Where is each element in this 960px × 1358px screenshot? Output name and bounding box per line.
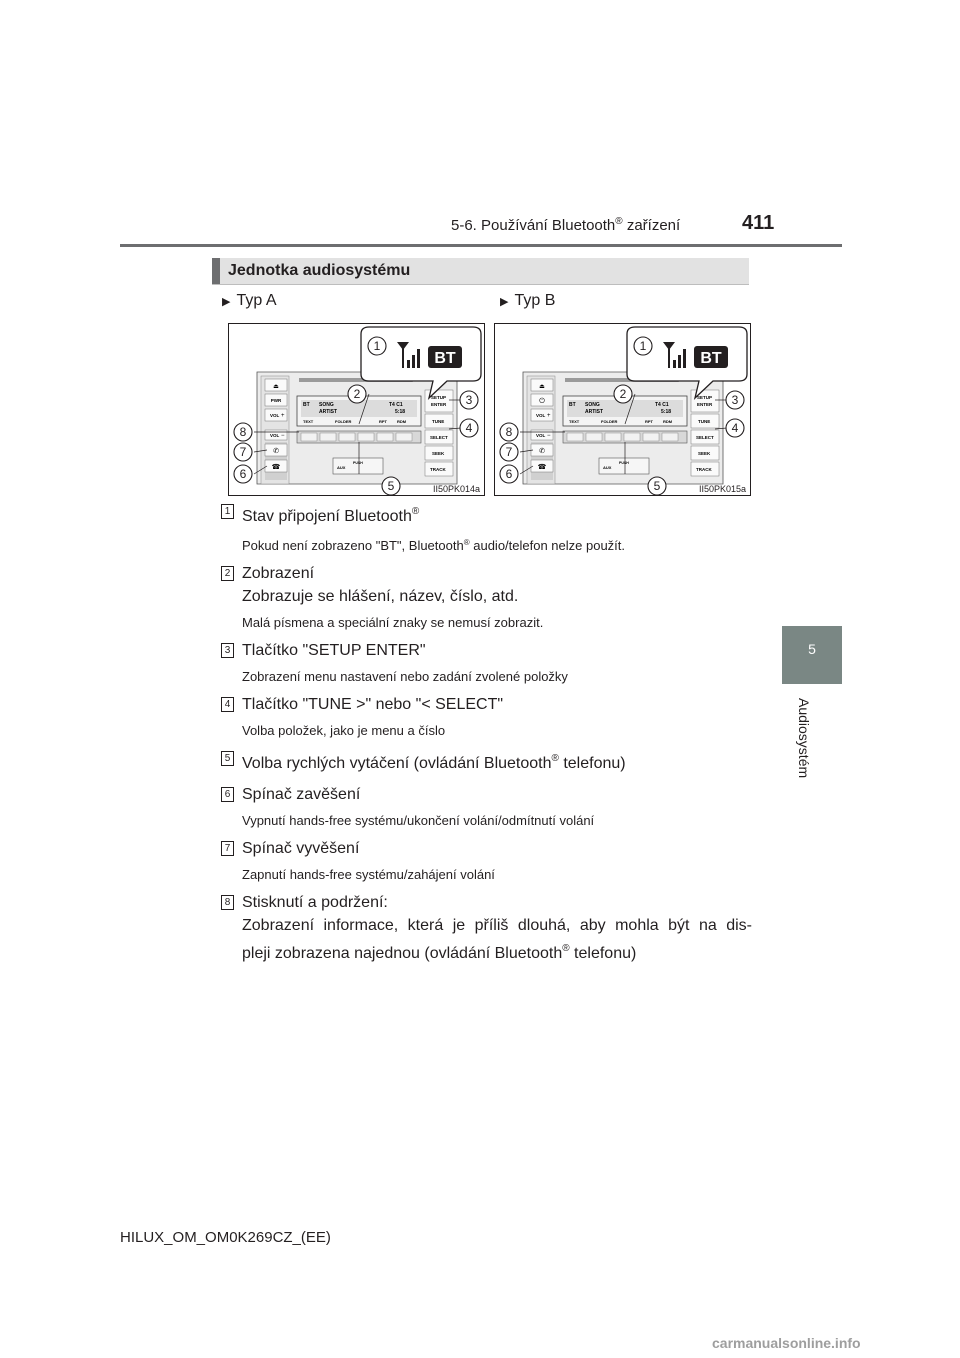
svg-text:ENTER: ENTER [697,402,713,407]
svg-text:TRACK: TRACK [696,467,712,472]
svg-text:5: 5 [653,479,661,493]
type-b-text: Typ B [514,292,556,309]
fig-a-bubble-text: BT [434,350,456,367]
svg-text:RPT: RPT [645,419,653,424]
eject-icon: ⏏ [539,384,545,390]
svg-text:SEEK: SEEK [698,451,711,456]
watermark: carmanualsonline.info [712,1335,861,1351]
audio-unit-illustration [495,324,751,496]
fig-a-display-artist: ARTIST [319,409,338,415]
svg-text:TEXT: TEXT [303,419,314,424]
fig-b-display-artist: ARTIST [585,409,604,415]
item-note: Volba položek, jako je menu a číslo [242,723,446,738]
svg-text:2: 2 [619,387,627,401]
item-title: Stisknutí a podržení: [242,894,388,911]
fig-b-bubble-text: BT [700,350,722,367]
svg-text:3: 3 [731,393,739,407]
item-note: Zobrazení menu nastavení nebo zadání zvolené položky [242,669,568,684]
svg-text:7: 7 [505,445,513,459]
item-description: Zobrazuje se hlášení, název, číslo, atd. [242,588,519,605]
section-header-prefix: 5-6. Používání Bluetooth [451,217,616,234]
eject-icon: ⏏ [273,384,279,390]
list-item [212,562,752,632]
svg-text:TRACK: TRACK [430,467,446,472]
section-title-bar [212,258,749,285]
svg-text:3: 3 [465,393,473,407]
fig-b-display-track: T4 C1 [655,402,669,408]
svg-text:8: 8 [239,425,247,439]
page-number: 411 [742,212,775,234]
item-number-box: 1 [221,504,234,519]
phone-off-hook-icon: ✆ [539,448,545,455]
list-item [212,693,752,740]
chapter-label-container [796,690,820,790]
svg-text:TEXT: TEXT [569,419,580,424]
triangle-arrow-icon: ▶ [500,296,509,308]
svg-text:6: 6 [239,467,247,481]
svg-text:4: 4 [731,421,739,435]
item-title: Zobrazení [242,565,315,582]
description-list [212,500,752,965]
audio-unit-figure-type-b [494,323,751,496]
svg-text:+: + [547,413,551,419]
fig-b-display-song: SONG [585,402,600,408]
fig-b-aux-label: AUX [603,465,612,470]
chapter-tab: 5 [782,626,842,684]
section-title: Jednotka audiosystému [228,262,411,279]
fig-a-aux-label: AUX [337,465,346,470]
list-item [212,747,752,775]
item-title: Volba rychlých vytáčení (ovládání Bluetooth® telefonu) [242,753,626,772]
fig-b-push-label: PUSH [619,461,629,465]
svg-text:SELECT: SELECT [430,435,448,440]
item-title: Tlačítko "TUNE >" nebo "< SELECT" [242,696,504,713]
audio-unit-figure-type-a [228,323,485,496]
item-note: Malá písmena a speciální znaky se nemusí zobrazit. [242,615,544,630]
svg-text:SETUP: SETUP [697,395,713,400]
registered-mark: ® [615,216,623,227]
item-number-box: 3 [221,643,234,658]
document-code: HILUX_OM_OM0K269CZ_(EE) [120,1229,331,1246]
svg-text:7: 7 [239,445,247,459]
svg-text:4: 4 [465,421,473,435]
chapter-label: Audiosystém [796,698,812,779]
svg-text:−: − [281,433,285,439]
fig-a-top-button-label: PWR [270,398,282,403]
type-a-text: Typ A [236,292,277,309]
item-description: Zobrazení informace, která je příliš dlouhá, aby mohla být na dis- [242,917,752,934]
item-description-continued: pleji zobrazena najednou (ovládání Bluetooth® telefonu) [242,943,637,962]
list-item [212,500,752,555]
item-number-box: 8 [221,895,234,910]
svg-text:FOLDER: FOLDER [601,419,618,424]
triangle-arrow-icon: ▶ [222,296,231,308]
item-number-box: 7 [221,841,234,856]
header-divider [120,244,842,247]
list-item [212,891,752,965]
type-b-label [500,292,555,310]
svg-text:8: 8 [505,425,513,439]
item-note: Vypnutí hands-free systému/ukončení volání/odmítnutí volání [242,813,595,828]
item-title: Spínač vyvěšení [242,840,360,857]
fig-b-vol-down-label: VOL [536,433,546,438]
svg-text:RDM: RDM [663,419,673,424]
fig-a-display-time: 5:18 [395,409,406,415]
svg-text:FOLDER: FOLDER [335,419,352,424]
svg-text:−: − [547,433,551,439]
list-item [212,639,752,686]
fig-a-display-track: T4 C1 [389,402,403,408]
figure-code: II50PK014a [432,484,480,494]
svg-text:TUNE: TUNE [698,419,711,424]
item-note: Pokud není zobrazeno "BT", Bluetooth® audio/telefon nelze použít. [242,538,626,553]
item-title: Tlačítko "SETUP ENTER" [242,642,426,659]
item-title: Stav připojení Bluetooth® [242,506,420,525]
item-note: Zapnutí hands-free systému/zahájení volání [242,867,495,882]
svg-text:1: 1 [373,339,381,353]
svg-text:2: 2 [353,387,361,401]
section-header [451,216,680,234]
list-item [212,783,752,830]
svg-text:SEEK: SEEK [432,451,445,456]
svg-text:BT: BT [569,402,576,408]
svg-text:BT: BT [303,402,310,408]
type-a-label [222,292,277,310]
power-icon: ⏻ [539,398,545,405]
svg-text:RPT: RPT [379,419,387,424]
phone-off-hook-icon: ✆ [273,448,279,455]
figure-code: II50PK015a [698,484,746,494]
svg-text:SETUP: SETUP [431,395,447,400]
svg-text:RDM: RDM [397,419,407,424]
svg-text:5: 5 [387,479,395,493]
phone-on-hook-icon: ☎ [271,464,281,471]
fig-a-vol-up-label: VOL [270,413,280,418]
fig-b-display-time: 5:18 [661,409,672,415]
fig-b-vol-up-label: VOL [536,413,546,418]
svg-text:+: + [281,413,285,419]
list-item [212,837,752,884]
svg-text:6: 6 [505,467,513,481]
item-number-box: 5 [221,751,234,766]
item-number-box: 2 [221,566,234,581]
fig-a-vol-down-label: VOL [270,433,280,438]
svg-text:1: 1 [639,339,647,353]
item-title: Spínač zavěšení [242,786,361,803]
item-number-box: 6 [221,787,234,802]
fig-a-push-label: PUSH [353,461,363,465]
svg-text:SELECT: SELECT [696,435,714,440]
item-number-box: 4 [221,697,234,712]
svg-text:TUNE: TUNE [432,419,445,424]
fig-a-display-song: SONG [319,402,334,408]
section-header-suffix: zařízení [622,217,681,234]
audio-unit-illustration [229,324,485,496]
phone-on-hook-icon: ☎ [537,464,547,471]
svg-text:ENTER: ENTER [431,402,447,407]
section-title-accent [212,258,220,284]
